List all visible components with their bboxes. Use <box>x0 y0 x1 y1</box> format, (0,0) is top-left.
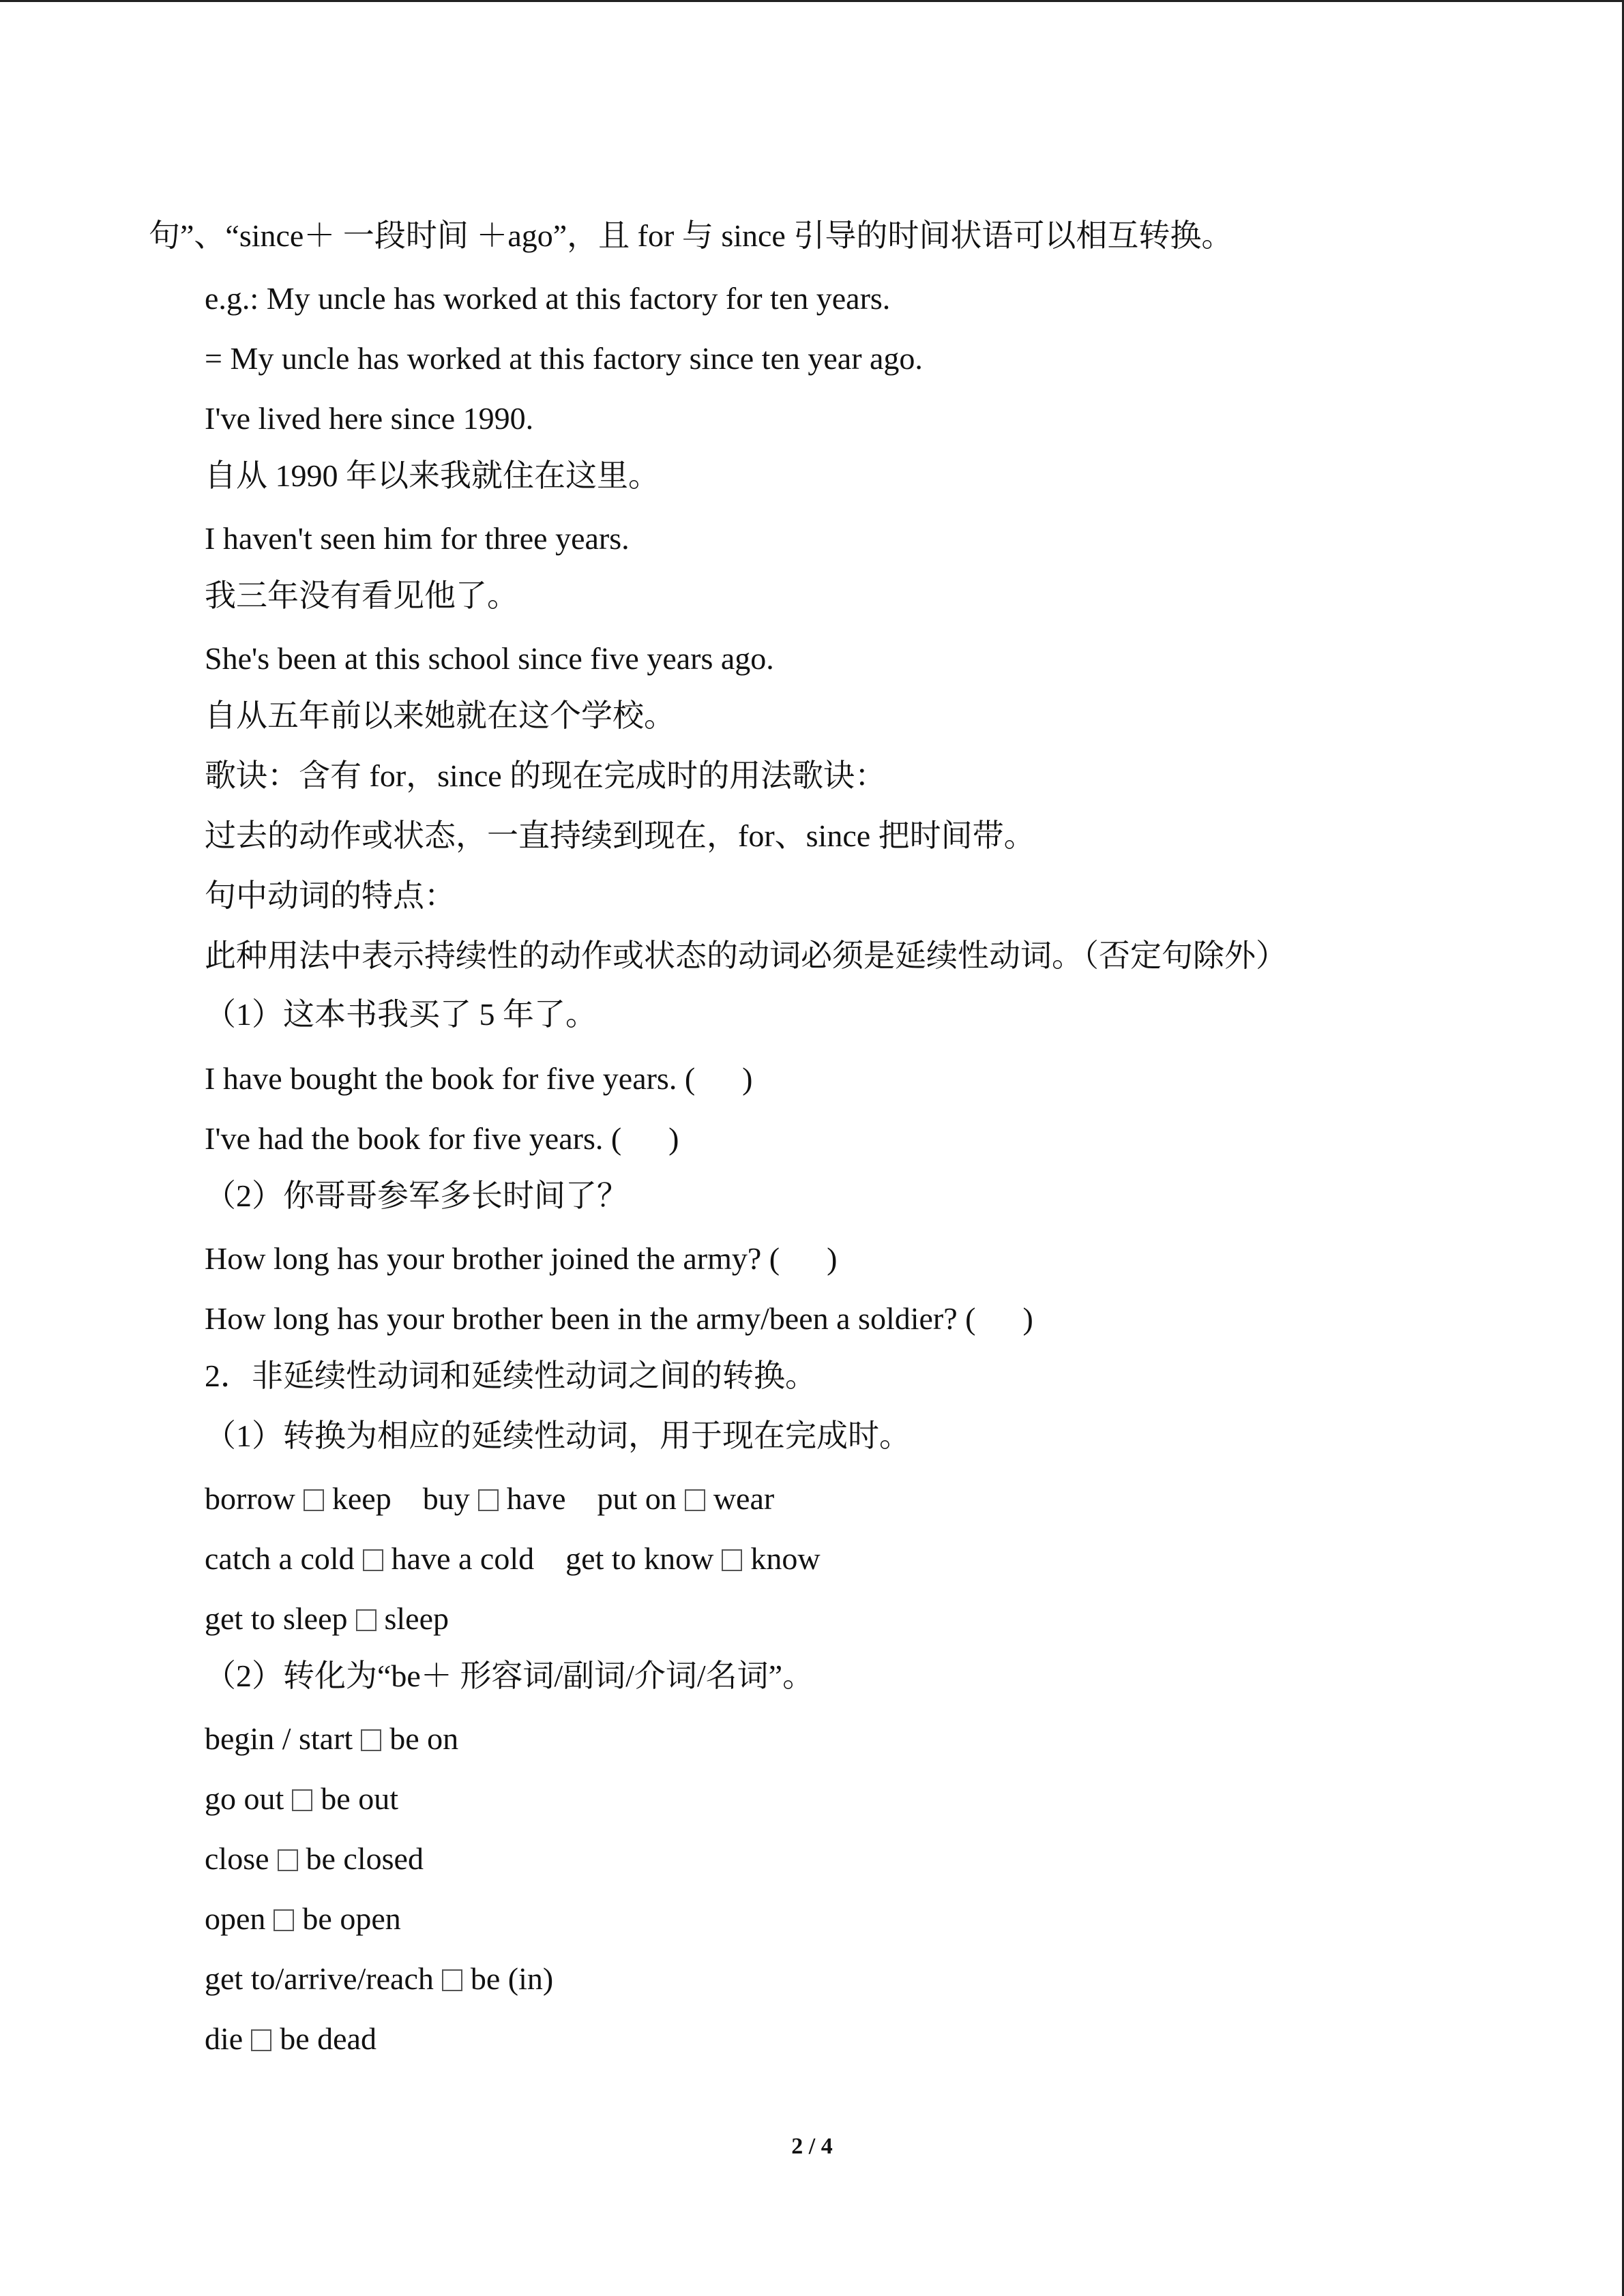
text-line: （1）这本书我买了 5 年了。 <box>205 997 597 1032</box>
arrow-box-icon <box>722 1549 742 1571</box>
verb-pair-line: die be dead <box>205 2021 377 2056</box>
text-line: （1）转换为相应的延续性动词，用于现在完成时。 <box>205 1418 911 1453</box>
text-line: I've had the book for five years. ( ) <box>205 1121 679 1156</box>
text-line: 过去的动作或状态，一直持续到现在，for、since 把时间带。 <box>205 818 1035 853</box>
text-line: I haven't seen him for three years. <box>205 521 630 556</box>
arrow-box-icon <box>361 1729 381 1751</box>
arrow-box-icon <box>363 1549 383 1571</box>
page-number: 2 / 4 <box>791 2134 833 2159</box>
text-line: How long has your brother been in the army/been a soldier? ( ) <box>205 1301 1033 1336</box>
arrow-box-icon <box>278 1849 298 1871</box>
verb-pair-line: get to sleep sleep <box>205 1601 449 1636</box>
verb-pair-line: begin / start be on <box>205 1721 459 1756</box>
text-line: e.g.: My uncle has worked at this factory for ten years. <box>205 281 891 316</box>
verb-pair-line: borrow keep buy have put on wear <box>205 1481 775 1516</box>
verb-pair-line: close be closed <box>205 1841 424 1876</box>
text-line: 2．非延续性动词和延续性动词之间的转换。 <box>205 1358 816 1393</box>
text-line: How long has your brother joined the army? ( ) <box>205 1241 838 1276</box>
arrow-box-icon <box>685 1489 705 1511</box>
arrow-box-icon <box>292 1789 312 1811</box>
text-line: = My uncle has worked at this factory since ten year ago. <box>205 341 923 376</box>
arrow-box-icon <box>478 1489 499 1511</box>
text-line: 我三年没有看见他了。 <box>205 578 518 613</box>
verb-pair-line: go out be out <box>205 1781 398 1816</box>
verb-pair-line: catch a cold have a cold get to know know <box>205 1541 821 1576</box>
arrow-box-icon <box>442 1969 462 1991</box>
verb-pair-line: get to/arrive/reach be (in) <box>205 1961 554 1996</box>
text-line: 句中动词的特点： <box>205 878 456 913</box>
text-line: She's been at this school since five years ago. <box>205 641 774 676</box>
text-line: 自从五年前以来她就在这个学校。 <box>205 698 675 733</box>
text-line: 此种用法中表示持续性的动作或状态的动词必须是延续性动词。（否定句除外） <box>205 938 1287 973</box>
arrow-box-icon <box>251 2029 271 2051</box>
text-line: I've lived here since 1990. <box>205 401 534 436</box>
arrow-box-icon <box>274 1909 294 1931</box>
text-line: 句”、“since＋ 一段时间 ＋ago”，且 for 与 since 引导的时间状语可以相互转换。 <box>149 218 1233 253</box>
text-line: I have bought the book for five years. ( ) <box>205 1061 753 1096</box>
verb-pair-line: open be open <box>205 1901 401 1936</box>
page-top-border <box>0 0 1624 2</box>
section-heading: （2）转化为“be＋ 形容词/副词/介词/名词”。 <box>205 1658 814 1693</box>
text-line: 歌诀：含有 for，since 的现在完成时的用法歌诀： <box>205 758 887 793</box>
arrow-box-icon <box>304 1489 324 1511</box>
text-line: （2）你哥哥参军多长时间了？ <box>205 1178 628 1213</box>
arrow-box-icon <box>356 1609 377 1631</box>
text-line: 自从 1990 年以来我就住在这里。 <box>205 458 660 493</box>
